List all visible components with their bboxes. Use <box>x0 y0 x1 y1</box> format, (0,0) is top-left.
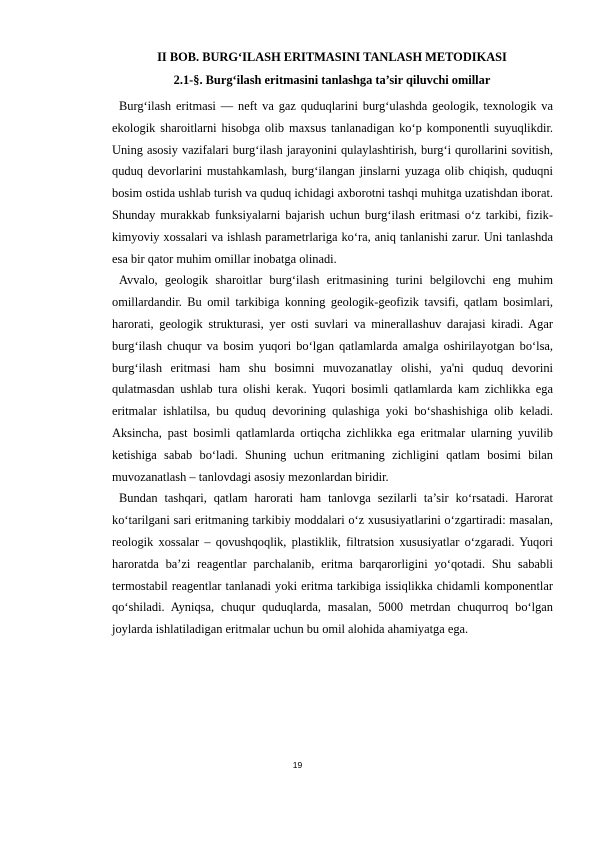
section-title: 2.1-§. Burg‘ilash eritmasini tanlashga ta’sir qiluvchi omillar <box>173 73 491 87</box>
body-text <box>112 96 553 641</box>
paragraph-3: Bundan tashqari, qatlam harorati ham tanlovga sezilarli ta’sir ko‘rsatadi. Harorat ko‘tarilgani sari eritmaning tarkibiy moddalari o‘z xususiyatlarini o‘zgartiradi: masalan, reologik xossalar – qovushqoqlik, plastiklik, filtratsion xususiyatlar o‘zgaradi. Yuqori haroratda ba’zi reagentlar parchalanib, eritma barqarorligini yo‘qotadi. Shu sababli termostabil reagentlar tanlanadi yoki eritma tarkibiga issiqlikka chidamli komponentlar qo‘shiladi. Ayniqsa, chuqur quduqlarda, masalan, 5000 metrdan chuqurroq bo‘lgan joylarda ishlatiladigan eritmalar uchun bu omil alohida ahamiyatga ega. <box>112 491 553 637</box>
paragraph-1: Burg‘ilash eritmasi — neft va gaz quduqlarini burg‘ulashda geologik, texnologik va ekologik sharoitlarni hisobga olib maxsus tanlanadigan ko‘p komponentli suyuqlikdir. Uning asosiy vazifalari burg‘ilash jarayonini qulaylashtirish, burg‘i qurollarini sovitish, quduq devorlarini mustahkamlash, burg‘ilangan jinslarni yuzaga olib chiqish, quduqni bosim ostida ushlab turish va quduq ichidagi axborotni tashqi muhitga uzatishdan iborat. Shunday murakkab funksiyalarni bajarish uchun burg‘ilash eritmasi o‘z tarkibi, fizik-kimyoviy xossalari va ishlash parametrlariga ko‘ra, aniq tanlanishi zarur. Uni tanlashda esa bir qator muhim omillar inobatga olinadi. <box>112 99 553 266</box>
paragraph-2: Avvalo, geologik sharoitlar burg‘ilash eritmasining turini belgilovchi eng muhim omillardandir. Bu omil tarkibiga konning geologik-geofizik tavsifi, qatlam bosimlari, harorati, geologik strukturasi, yer osti suvlari va minerallashuv darajasi kiradi. Agar burg‘ilash chuqur va bosim yuqori bo‘lgan qatlamlarda amalga oshirilayotgan bo‘lsa, burg‘ilash eritmasi ham shu bosimni muvozanatlay olishi, ya'ni quduq devorini qulatmasdan ushlab tura olishi kerak. Yuqori bosimli qatlamlarda kam zichlikka ega eritmalar ishlatilsa, bu quduq devorining qulashiga yoki bo‘shashishiga olib keladi. Aksincha, past bosimli qatlamlarda ortiqcha zichlikka ega eritmalar ularning yuvilib ketishiga sabab bo‘ladi. Shuning uchun eritmaning zichligini qatlam bosimi bilan muvozanatlash – tanlovdagi asosiy mezonlardan biridir. <box>112 273 553 484</box>
chapter-title: II BOB. BURG‘ILASH ERITMASINI TANLASH METODIKASI <box>157 50 507 64</box>
page-number: 19 <box>292 760 303 770</box>
